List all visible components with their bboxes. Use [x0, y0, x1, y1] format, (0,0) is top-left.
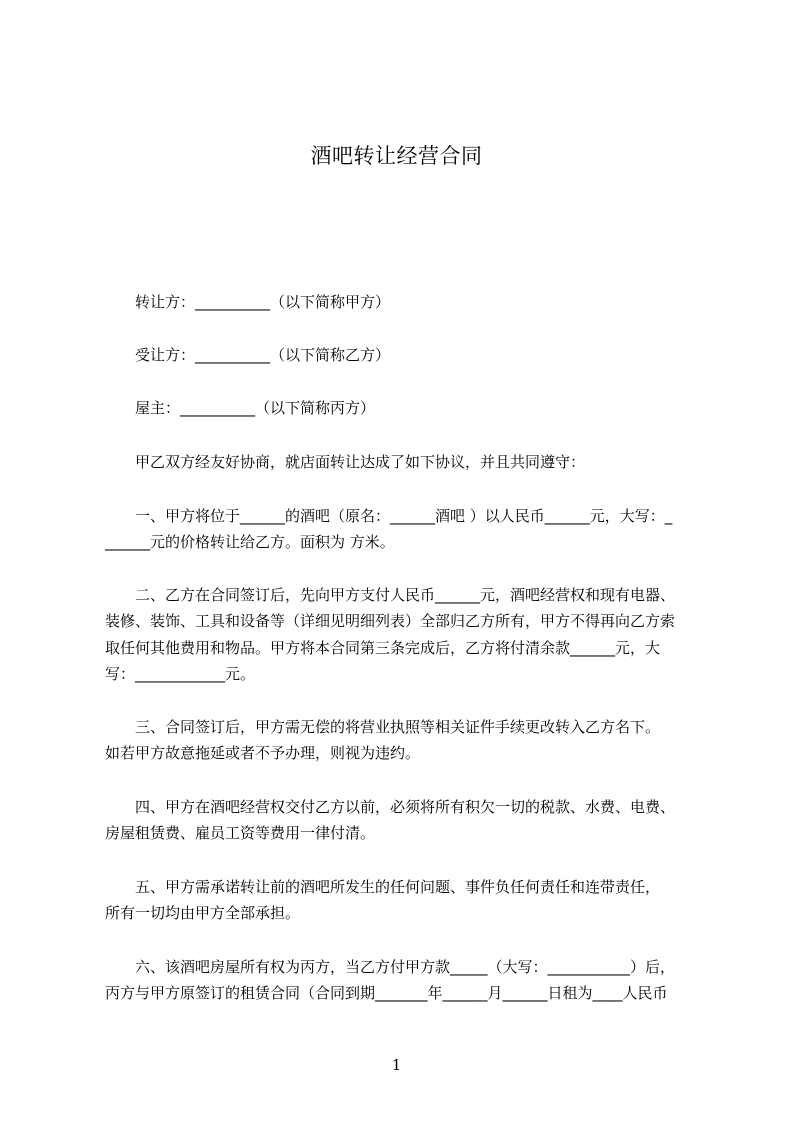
clause-1-line-1: 一、甲方将位于______的酒吧（原名：______酒吧 ）以人民币______元，大写：_: [135, 507, 673, 525]
clause-2-line-4: 写：____________元。: [105, 665, 256, 683]
clause-2-line-2: 装修、装饰、工具和设备等（详细见明细列表）全部归乙方所有，甲方不得再向乙方索: [105, 612, 676, 630]
page-number: 1: [391, 1056, 402, 1074]
page-title: 酒吧转让经营合同: [310, 144, 483, 168]
transferee-line: 受让方：__________（以下简称乙方）: [135, 346, 391, 364]
clause-2-line-3: 取任何其他费用和物品。甲方将本合同第三条完成后，乙方将付清余款______元，大: [105, 639, 661, 657]
clause-5-line-1: 五、甲方需承诺转让前的酒吧所发生的任何问题、事件负任何责任和连带责任，: [135, 878, 661, 896]
clause-3-line-2: 如若甲方故意拖延或者不予办理，则视为违约。: [105, 744, 421, 762]
transferor-line: 转让方：__________（以下简称甲方）: [135, 293, 391, 311]
intro-paragraph: 甲乙双方经友好协商，就店面转让达成了如下协议，并且共同遵守：: [135, 453, 586, 471]
clause-6-line-2: 丙方与甲方原签订的租赁合同（合同到期_______年______月______日租为____人民币: [105, 984, 668, 1002]
clause-4-line-2: 房屋租赁费、雇员工资等费用一律付清。: [105, 824, 376, 842]
clause-1-line-2: ______元的价格转让给乙方。面积为 方米。: [105, 533, 395, 551]
clause-6-line-1: 六、该酒吧房屋所有权为丙方，当乙方付甲方款_____（大写：___________）后，: [135, 958, 676, 976]
clause-3-line-1: 三、合同签订后，甲方需无偿的将营业执照等相关证件手续更改转入乙方名下。: [135, 718, 661, 736]
clause-5-line-2: 所有一切均由甲方全部承担。: [105, 904, 301, 922]
clause-2-line-1: 二、乙方在合同签订后，先向甲方支付人民币______元，酒吧经营权和现有电器、: [135, 586, 676, 604]
clause-4-line-1: 四、甲方在酒吧经营权交付乙方以前，必须将所有积欠一切的税款、水费、电费、: [135, 798, 676, 816]
landlord-line: 屋主：__________（以下简称丙方）: [135, 399, 376, 417]
